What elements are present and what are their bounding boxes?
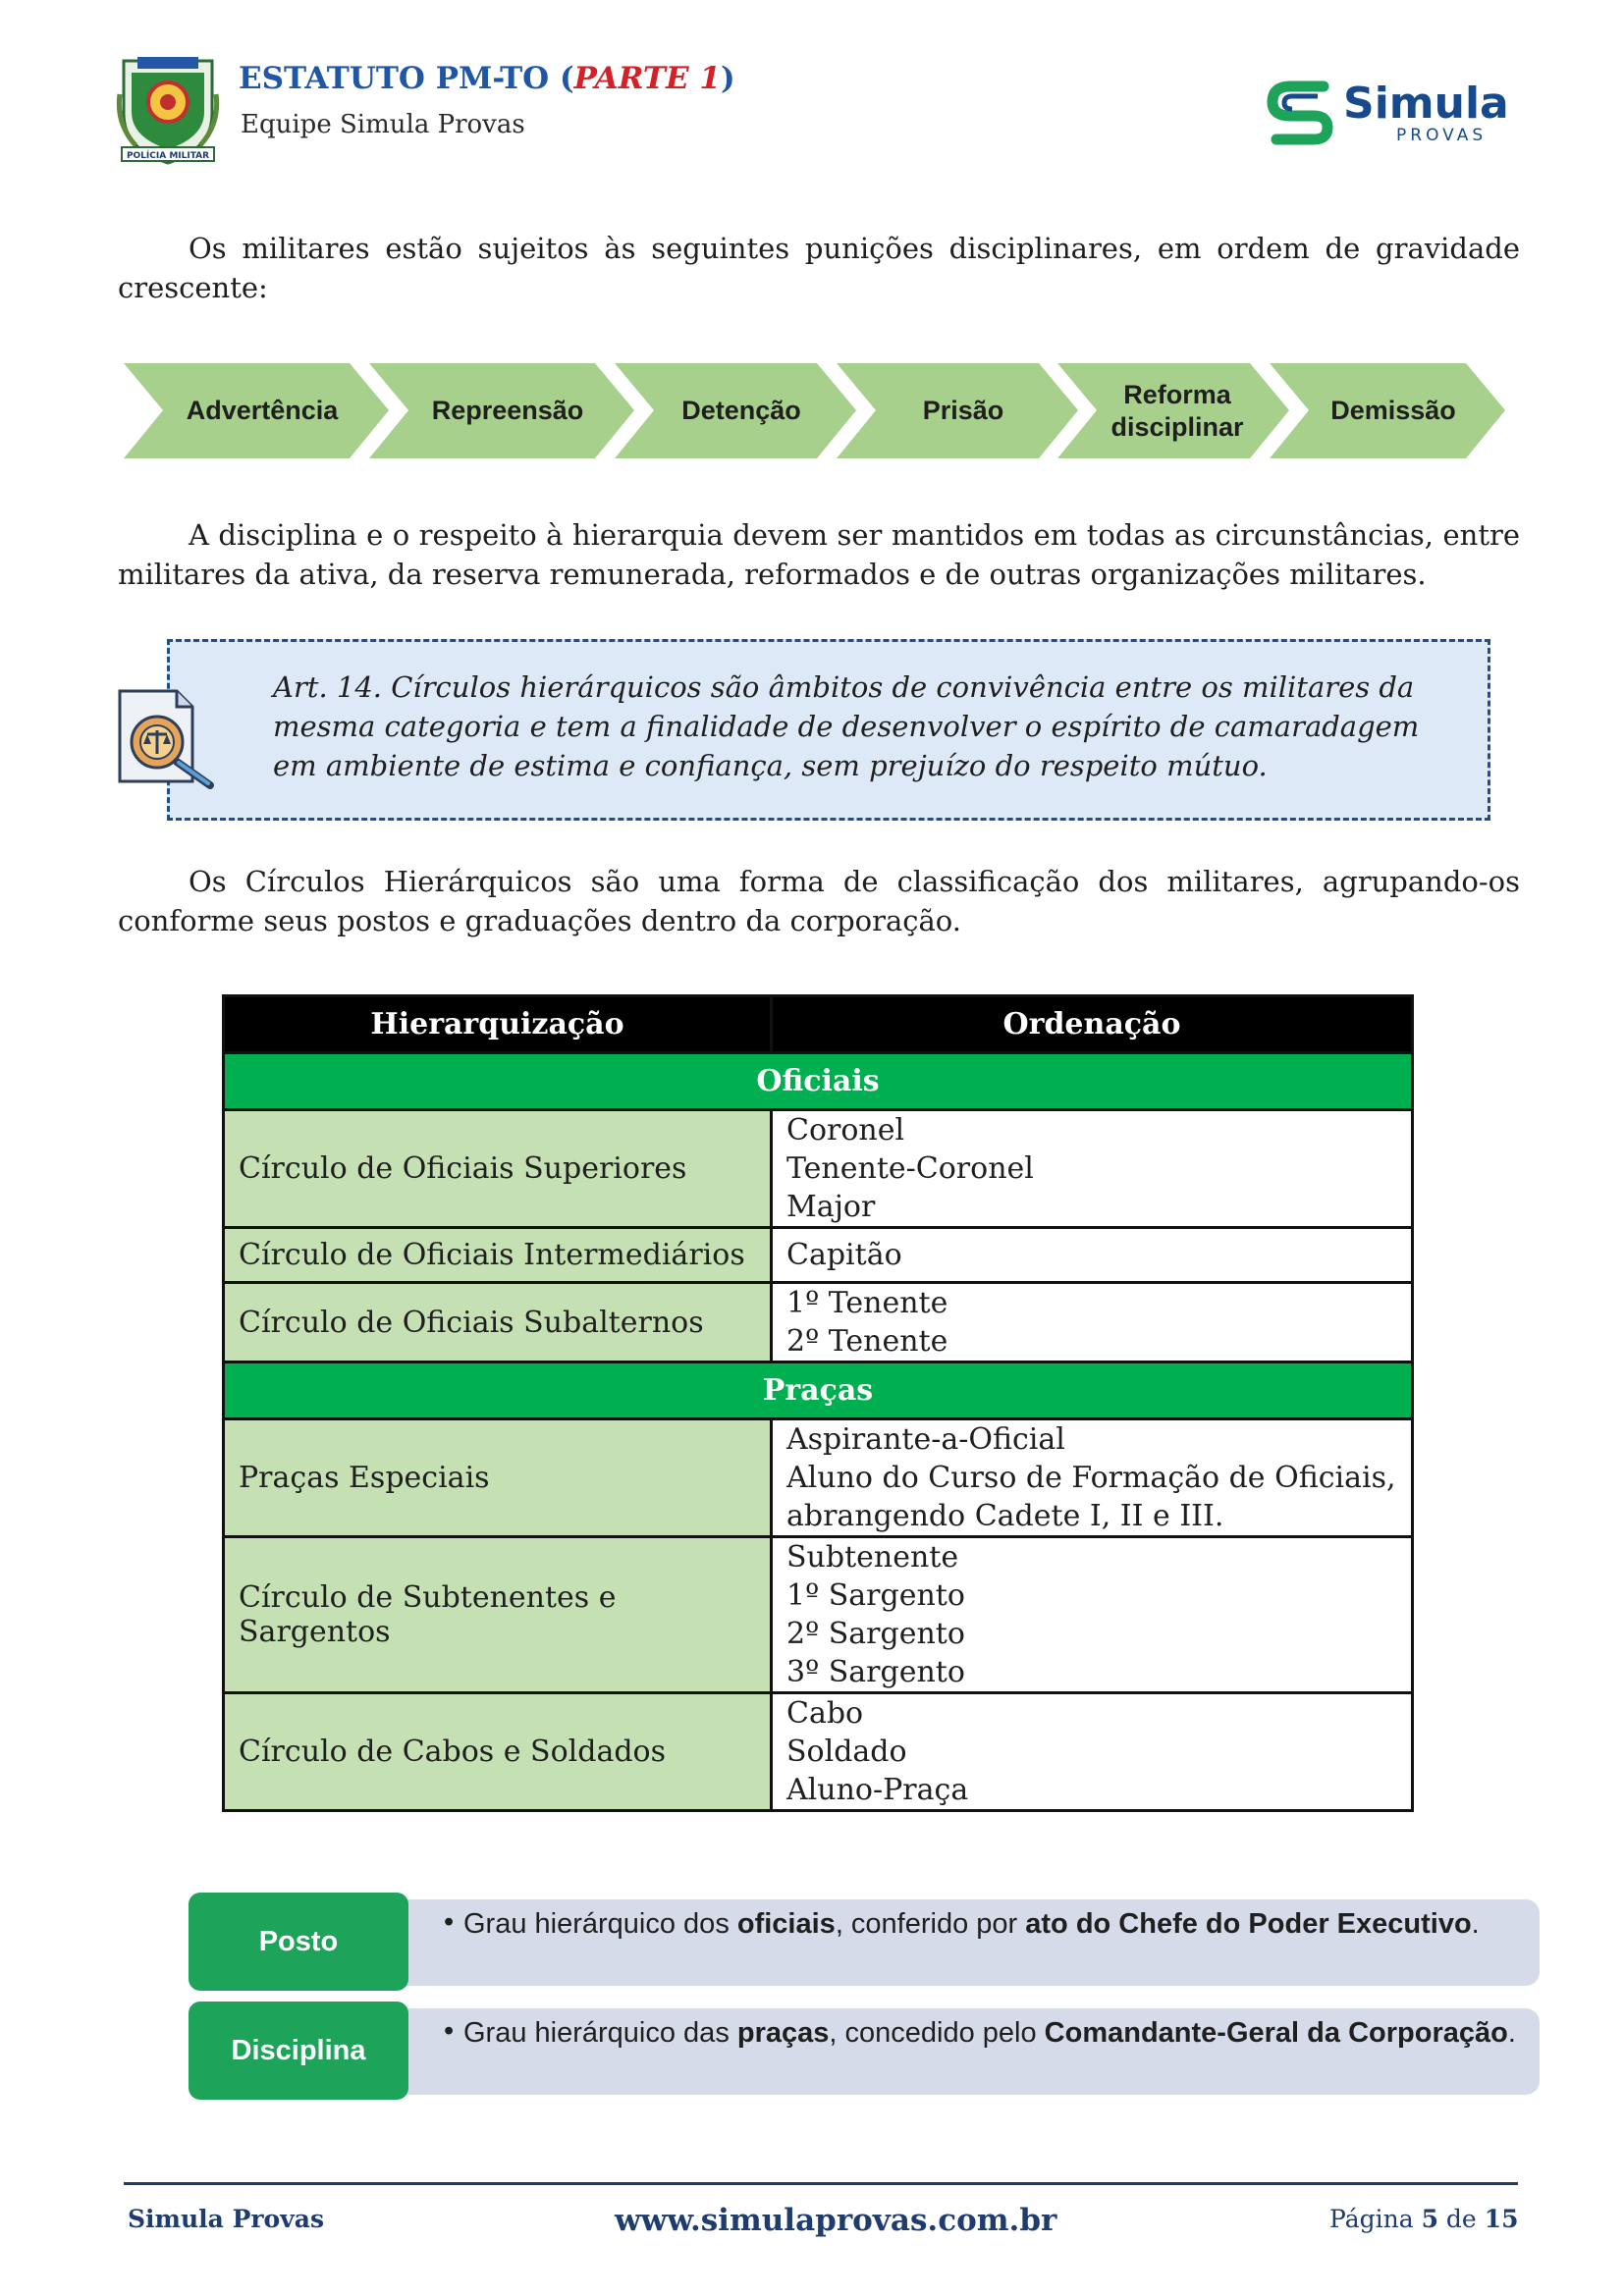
rank-item: Aluno-Praça xyxy=(786,1773,969,1807)
circle-label: Círculo de Oficiais Superiores xyxy=(224,1110,772,1228)
chevron-step-5 xyxy=(1057,363,1289,458)
table-row xyxy=(224,1537,1413,1693)
column-header-ordenacao: Ordenação xyxy=(772,996,1413,1053)
circle-label: Círculo de Oficiais Intermediários xyxy=(224,1228,772,1283)
rank-list xyxy=(772,1537,1413,1693)
circles-paragraph: Os Círculos Hierárquicos são uma forma de classificação dos militares, agrupando-os conforme seus postos e graduações dentro da corporação. xyxy=(118,865,1520,937)
rank-item: 3º Sargento xyxy=(786,1655,965,1689)
discipline-paragraph: A disciplina e o respeito à hierarquia devem ser mantidos em todas as circunstâncias, entre militares da ativa, da reserva remunerada, reformados e de outras organizações militares. xyxy=(118,518,1520,591)
rank-item: 1º Sargento xyxy=(786,1578,965,1613)
chevron-step-4 xyxy=(837,363,1078,458)
group-row-oficiais xyxy=(224,1053,1413,1110)
rank-list xyxy=(772,1110,1413,1228)
group-row-pracas xyxy=(224,1362,1413,1419)
table-row xyxy=(224,1110,1413,1228)
rank-item: 2º Tenente xyxy=(786,1324,948,1359)
footer-divider xyxy=(124,2182,1518,2185)
rank-list xyxy=(772,1693,1413,1811)
intro-paragraph: Os militares estão sujeitos às seguintes punições disciplinares, em ordem de gravidade crescente: xyxy=(118,232,1520,304)
chevron-step-2 xyxy=(369,363,634,458)
table-header-row xyxy=(224,996,1413,1053)
rank-list xyxy=(772,1419,1413,1537)
bullet-icon: • xyxy=(444,2015,455,2047)
circle-label: Praças Especiais xyxy=(224,1419,772,1537)
rank-item: 1º Tenente xyxy=(786,1286,948,1320)
document-subtitle: Equipe Simula Provas xyxy=(241,110,525,139)
hierarchy-table xyxy=(222,994,1414,1812)
chevron-label: Repreensão xyxy=(431,396,584,425)
chevron-label: Advertência xyxy=(186,396,339,425)
logo-wordmark: Simula xyxy=(1343,79,1509,129)
rank-item: Coronel xyxy=(786,1113,905,1148)
rank-item: 2º Sargento xyxy=(786,1617,965,1651)
page-number: Página 5 de 15 xyxy=(1329,2205,1519,2233)
chevron-label: Demissão xyxy=(1330,396,1456,425)
rank-item: Subtenente xyxy=(786,1540,959,1575)
chevron-label: Detenção xyxy=(681,396,801,425)
rank-list xyxy=(772,1283,1413,1362)
circle-label: Círculo de Cabos e Soldados xyxy=(224,1693,772,1811)
table-row xyxy=(224,1283,1413,1362)
group-label: Praças xyxy=(224,1362,1413,1419)
chevron-step-3 xyxy=(615,363,856,458)
rank-item: Capitão xyxy=(786,1238,902,1272)
chevron-label: Reforma disciplinar xyxy=(1110,379,1244,442)
rank-item: Aspirante-a-Oficial xyxy=(786,1422,1065,1457)
circle-label: Círculo de Subtenentes e Sargentos xyxy=(224,1537,772,1693)
police-crest-logo xyxy=(116,55,220,167)
rank-item: Soldado xyxy=(786,1735,907,1769)
table-row xyxy=(224,1228,1413,1283)
group-label: Oficiais xyxy=(224,1053,1413,1110)
posto-tag: Posto xyxy=(189,1893,408,1991)
circle-label: Círculo de Oficiais Subalternos xyxy=(224,1283,772,1362)
article-14-text: Art. 14. Círculos hierárquicos são âmbitos de convivência entre os militares da mesma categoria e tem a finalidade de desenvolver o espírito de camaradagem em ambiente de estima e confiança, sem prejuízo do respeito mútuo. xyxy=(273,670,1420,782)
table-row xyxy=(224,1419,1413,1537)
chevron-step-1 xyxy=(124,363,389,458)
document-title: ESTATUTO PM-TO (PARTE 1) xyxy=(239,61,735,96)
chevron-label: Prisão xyxy=(922,396,1004,425)
footer-website-link[interactable]: www.simulaprovas.com.br xyxy=(615,2203,1057,2238)
bullet-icon: • xyxy=(444,1906,455,1938)
footer-brand: Simula Provas xyxy=(128,2205,325,2233)
disciplina-definition-text: Grau hierárquico das praças, concedido pelo Comandante-Geral da Corporação. xyxy=(463,2017,1516,2049)
posto-definition-text: Grau hierárquico dos oficiais, conferido por ato do Chefe do Poder Executivo. xyxy=(463,1908,1480,1940)
chevron-step-6 xyxy=(1270,363,1505,458)
logo-subtext: PROVAS xyxy=(1396,126,1488,145)
rank-item: Tenente-Coronel xyxy=(786,1151,1034,1186)
logo-s-icon xyxy=(1267,79,1340,152)
rank-list xyxy=(772,1228,1413,1283)
legal-document-icon xyxy=(116,687,218,789)
table-row xyxy=(224,1693,1413,1811)
crest-caption: POLÍCIA MILITAR xyxy=(126,151,210,161)
rank-item: Aluno do Curso de Formação de Oficiais, abrangendo Cadete I, II e III. xyxy=(786,1461,1396,1533)
rank-item: Major xyxy=(786,1190,876,1224)
rank-item: Cabo xyxy=(786,1696,864,1731)
disciplina-tag: Disciplina xyxy=(189,2002,408,2100)
column-header-hierarquizacao: Hierarquização xyxy=(224,996,772,1053)
